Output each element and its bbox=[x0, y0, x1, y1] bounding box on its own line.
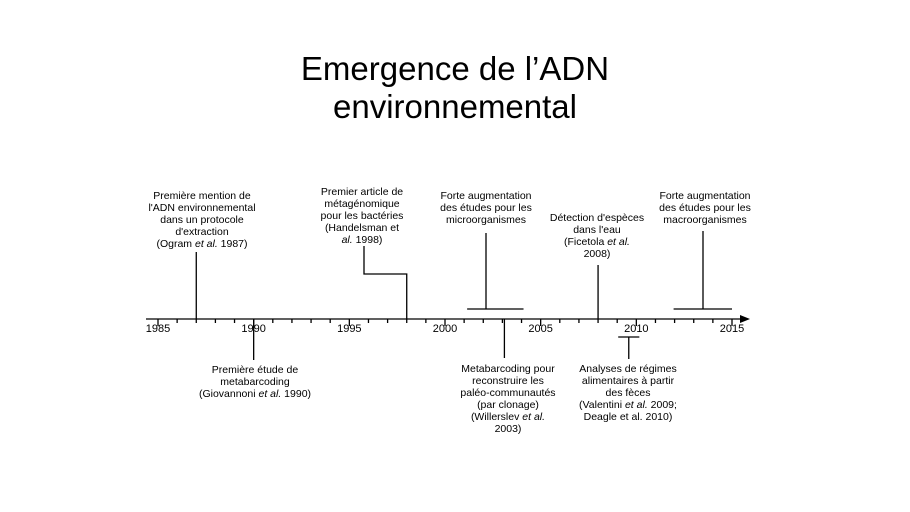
event-handelsman: Premier article de métagénomique pour les bactéries (Handelsman et al. 1998) bbox=[292, 186, 432, 246]
axis-tick-label: 2010 bbox=[624, 323, 649, 335]
event-macro: Forte augmentation des études pour les macroorganismes bbox=[659, 190, 751, 226]
event-ogram: Première mention de l'ADN environnemental dans un protocole d'extraction (Ogram et al. 1987) bbox=[132, 190, 272, 250]
citation-ficetola: (Ficetola et al. bbox=[564, 236, 630, 248]
connector-handelsman bbox=[364, 246, 407, 319]
axis-tick-label: 2005 bbox=[528, 323, 553, 335]
citation-valentini: (Valentini et al. 2009; bbox=[579, 399, 677, 411]
axis-arrowhead bbox=[740, 315, 750, 323]
citation-handelsman: al. 1998) bbox=[341, 234, 383, 246]
event-ficetola: Détection d'espèces dans l'eau (Ficetola et al. 2008) bbox=[534, 212, 660, 260]
event-micro: Forte augmentation des études pour les microorganismes bbox=[440, 190, 532, 226]
axis-tick-label: 1990 bbox=[241, 323, 266, 335]
event-valentini: Analyses de régimes alimentaires à partir des fèces (Valentini et al. 2009; Deagle et al. 2010) bbox=[560, 363, 696, 423]
event-giovannoni: Première étude de metabarcoding (Giovannoni et al. 1990) bbox=[180, 364, 330, 400]
axis-tick-label: 1995 bbox=[337, 323, 362, 335]
citation-giovannoni: (Giovannoni et al. 1990) bbox=[198, 388, 312, 400]
axis-tick-label: 2015 bbox=[719, 323, 745, 335]
citation-willerslev: (Willerslev et al. bbox=[470, 411, 546, 423]
axis-tick-label: 2000 bbox=[432, 323, 458, 335]
event-willerslev: Metabarcoding pour reconstruire les paléo-communautés (par clonage) (Willerslev et al. 2003) bbox=[438, 363, 578, 435]
title-line-2: environnemental bbox=[333, 88, 577, 125]
title-line-1: Emergence de l’ADN bbox=[300, 50, 610, 87]
axis-tick-label: 1985 bbox=[145, 323, 171, 335]
citation-ogram: (Ogram et al. 1987) bbox=[156, 238, 248, 250]
